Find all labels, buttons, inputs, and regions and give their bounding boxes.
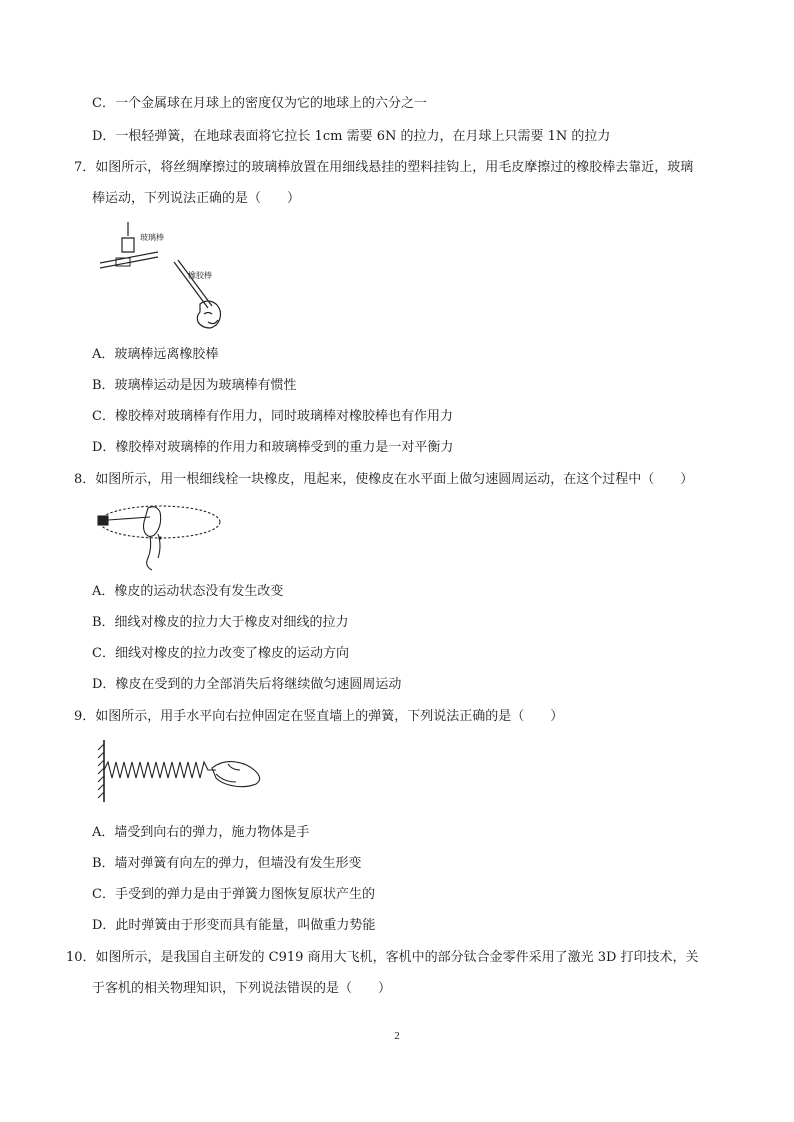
q10-stem-line2: 于客机的相关物理知识，下列说法错误的是（ ） [92,981,392,996]
q7-option-b: B．玻璃棒运动是因为玻璃棒有惯性 [92,378,297,393]
prev-option-c: C．一个金属球在月球上的密度仅为它的地球上的六分之一 [92,96,427,111]
q9-hand [212,762,260,787]
q9-option-a: A．墙受到向右的弹力，施力物体是手 [92,825,310,840]
q8-option-b: B．细线对橡皮的拉力大于橡皮对细线的拉力 [92,615,349,630]
q9-stem: 9．如图所示，用手水平向右拉伸固定在竖直墙上的弹簧，下列说法正确的是（ ） [74,709,564,724]
q7-stem-line1: 7．如图所示，将丝绸摩擦过的玻璃棒放置在用细线悬挂的塑料挂钩上，用毛皮摩擦过的橡胶棒去靠近，玻璃 [74,160,694,175]
q8-figure [92,500,224,572]
q9-option-b: B．墙对弹簧有向左的弹力，但墙没有发生形变 [92,856,362,871]
page-number: 2 [394,1030,400,1042]
q7-option-c: C．橡胶棒对玻璃棒有作用力，同时玻璃棒对橡胶棒也有作用力 [92,409,453,424]
q8-stem: 8．如图所示，用一根细线栓一块橡皮，甩起来，使橡皮在水平面上做匀速圆周运动，在这个过程中（ ） [74,472,694,487]
q7-option-d: D．橡胶棒对玻璃棒的作用力和玻璃棒受到的重力是一对平衡力 [92,440,454,455]
q7-label-rubber: 橡胶棒 [188,271,212,280]
q9-spring [104,762,216,778]
q8-option-a: A．橡皮的运动状态没有发生改变 [92,584,284,599]
q9-figure [94,738,264,804]
q7-option-a: A．玻璃棒远离橡胶棒 [92,347,219,362]
q9-option-c: C．手受到的弹力是由于弹簧力图恢复原状产生的 [92,887,375,902]
q10-stem-line1: 10．如图所示，是我国自主研发的 C919 商用大飞机，客机中的部分钛合金零件采用了激光 3D 打印技术，关 [66,950,699,965]
q8-option-d: D．橡皮在受到的力全部消失后将继续做匀速圆周运动 [92,677,402,692]
q7-label-glass: 玻璃棒 [140,233,164,242]
q7-hook [122,238,134,252]
q8-option-c: C．细线对橡皮的拉力改变了橡皮的运动方向 [92,646,349,661]
q8-eraser [98,516,108,525]
q9-option-d: D．此时弹簧由于形变而具有能量，叫做重力势能 [92,918,376,933]
q7-stem-line2: 棒运动，下列说法正确的是（ ） [92,191,301,206]
q7-figure [96,222,236,332]
prev-option-d: D．一根轻弹簧，在地球表面将它拉长 1cm 需要 6N 的拉力，在月球上只需要 1N 的拉力 [92,129,611,144]
q8-string [108,517,150,520]
